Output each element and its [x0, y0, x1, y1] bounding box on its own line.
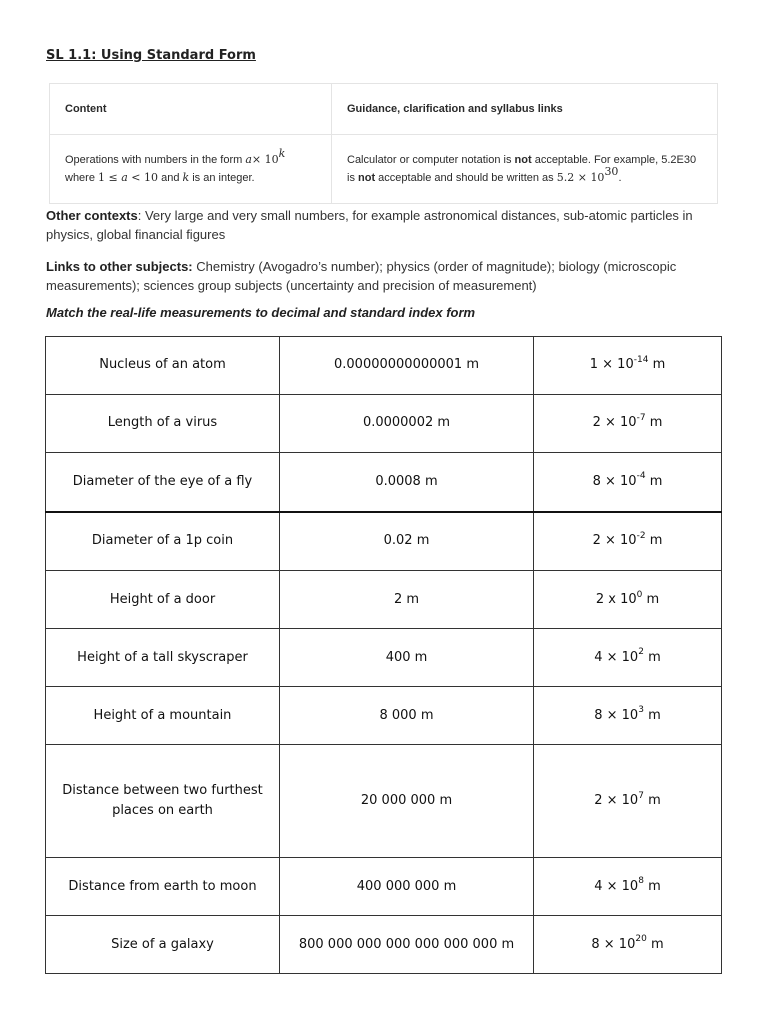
table-row — [46, 394, 722, 452]
measurement-cell — [46, 916, 280, 974]
decimal-value: 400 000 000 m — [356, 878, 457, 894]
math-a2: a — [121, 171, 128, 184]
standard-unit: m — [643, 793, 661, 809]
standard-mantissa: 2 x 10 — [595, 591, 637, 607]
measurement-cell — [46, 512, 280, 571]
measurement-cell — [46, 629, 280, 687]
standard-mantissa: 8 × 10 — [594, 707, 639, 723]
guidance-not2: not — [358, 172, 376, 184]
guidance-text2: acceptable. For example, 5.2E30 — [531, 154, 697, 166]
content-text: Operations with numbers in the form — [65, 154, 246, 166]
measurement-label: Diameter of a 1p coin — [91, 533, 234, 549]
table-row — [46, 629, 722, 687]
standard-exponent: -2 — [636, 531, 646, 542]
measurement-cell — [46, 858, 280, 916]
standard-exponent: -14 — [633, 355, 649, 366]
measurement-label: Diameter of the eye of a fly — [72, 473, 253, 489]
standard-form-cell — [534, 629, 722, 687]
standard-mantissa: 4 × 10 — [594, 878, 639, 894]
standard-form-cell — [534, 687, 722, 745]
decimal-value: 2 m — [393, 591, 420, 607]
math-one: 1 — [98, 171, 106, 184]
measurement-label: Distance from earth to moon — [68, 878, 257, 894]
standard-unit: m — [645, 473, 663, 489]
guidance-period: . — [618, 172, 622, 184]
standard-exponent: 3 — [638, 705, 644, 716]
standard-form-cell — [534, 394, 722, 452]
content-integer: is an integer. — [189, 172, 255, 184]
decimal-value: 0.00000000000001 m — [334, 357, 479, 373]
standard-unit: m — [643, 649, 661, 665]
measurement-label: Height of a door — [109, 591, 216, 607]
other-contexts — [46, 206, 726, 244]
guidance-text3: acceptable and should be written as — [375, 172, 557, 184]
standard-unit: m — [642, 591, 660, 607]
decimal-cell — [280, 687, 534, 745]
measurement-cell — [46, 337, 280, 395]
standard-exponent: 0 — [636, 589, 643, 600]
matching-table — [45, 336, 722, 974]
measurement-label: Length of a virus — [107, 415, 218, 431]
standard-unit: m — [645, 415, 663, 431]
other-contexts-label: Other contexts — [46, 208, 138, 223]
standard-form-cell — [534, 512, 722, 571]
standard-mantissa: 2 × 10 — [594, 793, 639, 809]
measurement-label: Height of a mountain — [93, 707, 232, 723]
decimal-cell — [280, 571, 534, 629]
guidance-header: Guidance, clarification and syllabus links — [332, 84, 718, 135]
table-row — [46, 337, 722, 395]
decimal-value: 800 000 000 000 000 000 000 m — [298, 936, 515, 952]
table-row — [46, 571, 722, 629]
standard-unit: m — [648, 357, 666, 373]
math-k: k — [182, 171, 190, 184]
measurement-cell — [46, 687, 280, 745]
standard-unit: m — [643, 707, 661, 723]
table-row — [46, 745, 722, 858]
standard-exponent: 2 — [638, 647, 644, 658]
standard-mantissa: 1 × 10 — [589, 357, 634, 373]
decimal-value: 0.0000002 m — [362, 415, 451, 431]
guidance-text1: Calculator or computer notation is — [347, 154, 515, 166]
links-label: Links to other subjects: — [46, 259, 193, 274]
standard-form-cell — [534, 858, 722, 916]
standard-unit: m — [643, 878, 661, 894]
standard-mantissa: 4 × 10 — [594, 649, 639, 665]
decimal-value: 20 000 000 m — [360, 793, 453, 809]
table-row — [46, 916, 722, 974]
decimal-value: 0.0008 m — [375, 473, 438, 489]
guidance-cell — [332, 135, 718, 204]
decimal-cell — [280, 629, 534, 687]
standard-exponent: 20 — [635, 934, 647, 945]
matching-table-body — [46, 337, 722, 974]
math-times-ten: × 10 — [251, 153, 279, 166]
measurement-label: Size of a galaxy — [111, 936, 214, 952]
other-contexts-text: : Very large and very small numbers, for example astronomical distances, sub-atomic particles in physics, global financial figures — [46, 208, 693, 242]
guidance-value: 5.2 × 10 — [556, 171, 605, 184]
table-row — [46, 452, 722, 511]
guidance-is: is — [347, 172, 358, 184]
math-lt-ten: < 10 — [127, 171, 159, 184]
guidance-not: not — [514, 154, 532, 166]
decimal-cell — [280, 745, 534, 858]
decimal-value: 0.02 m — [383, 533, 430, 549]
math-le: ≤ — [105, 171, 122, 184]
measurement-cell — [46, 394, 280, 452]
links-text: Chemistry (Avogadro’s number); physics (order of magnitude); biology (microscopic measurements); sciences group subjects (uncertainty and precision of measurement) — [46, 259, 677, 293]
content-and: and — [158, 172, 183, 184]
table-row — [46, 512, 722, 571]
syllabus-table — [49, 83, 718, 204]
measurement-label: Nucleus of an atom — [99, 357, 226, 373]
syllabus-header-row — [50, 84, 718, 135]
standard-form-cell — [534, 571, 722, 629]
standard-mantissa: 2 × 10 — [592, 533, 637, 549]
content-header: Content — [50, 84, 332, 135]
table-row — [46, 858, 722, 916]
measurement-cell — [46, 745, 280, 858]
standard-form-cell — [534, 337, 722, 395]
instruction: Match the real-life measurements to decimal and standard index form — [46, 305, 476, 320]
syllabus-body-row — [50, 135, 718, 204]
standard-form-cell — [534, 916, 722, 974]
math-exp-k: k — [278, 147, 286, 161]
links-to-other-subjects — [46, 257, 726, 295]
measurement-label: Distance between two furthest places on earth — [62, 783, 263, 819]
standard-exponent: -4 — [636, 471, 646, 482]
measurement-cell — [46, 571, 280, 629]
standard-form-cell — [534, 745, 722, 858]
standard-exponent: 7 — [638, 790, 644, 801]
standard-mantissa: 8 × 10 — [591, 936, 636, 952]
standard-mantissa: 2 × 10 — [592, 415, 637, 431]
standard-mantissa: 8 × 10 — [592, 473, 637, 489]
decimal-cell — [280, 916, 534, 974]
standard-exponent: -7 — [636, 413, 646, 424]
decimal-cell — [280, 337, 534, 395]
page-title: SL 1.1: Using Standard Form — [46, 48, 256, 63]
standard-exponent: 8 — [638, 876, 644, 887]
measurement-label: Height of a tall skyscraper — [77, 649, 248, 665]
standard-unit: m — [645, 533, 663, 549]
content-cell — [50, 135, 332, 204]
decimal-cell — [280, 512, 534, 571]
standard-unit: m — [646, 936, 664, 952]
decimal-cell — [280, 394, 534, 452]
content-where: where — [65, 172, 99, 184]
decimal-value: 400 m — [385, 649, 428, 665]
table-row — [46, 687, 722, 745]
measurement-cell — [46, 452, 280, 511]
guidance-value-exp: 30 — [604, 165, 619, 179]
math-a: a — [245, 153, 252, 166]
decimal-cell — [280, 858, 534, 916]
decimal-cell — [280, 452, 534, 511]
decimal-value: 8 000 m — [379, 707, 434, 723]
standard-form-cell — [534, 452, 722, 511]
